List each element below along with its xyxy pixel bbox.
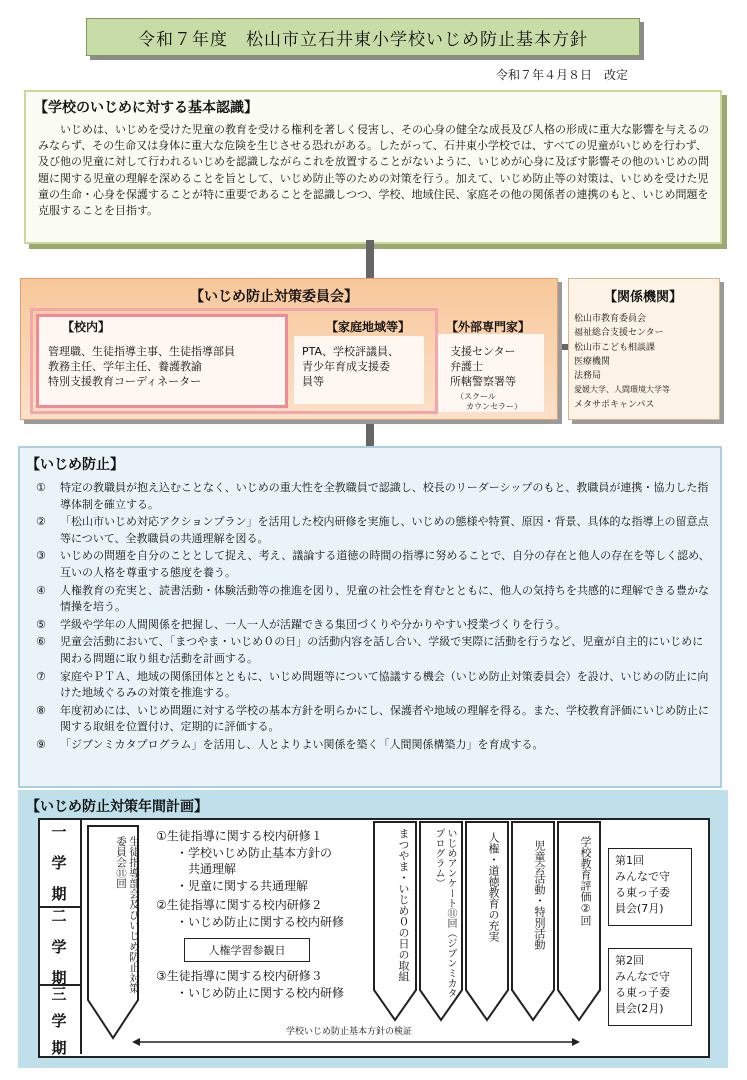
external-experts-heading: 【外部専門家】 — [446, 320, 531, 334]
connector-line — [366, 418, 374, 446]
annual-plan-heading: 【いじめ防止対策年間計画】 — [26, 799, 208, 815]
connector-line — [366, 240, 374, 278]
training-line: ・児童に関する共通理解 — [176, 878, 309, 893]
arrow-label-zero-day: まつやま・いじめ０の日の取組 — [397, 828, 410, 982]
term-char: 期 — [51, 884, 67, 903]
note-line: カウンセラー） — [466, 402, 522, 411]
arrow-label-student-council: 児童会活動・特別活動 — [533, 840, 546, 950]
list-item — [34, 617, 710, 634]
list-item: PTA、学校評議員、 — [302, 345, 400, 358]
term-label-1 — [38, 822, 80, 903]
list-item: 教務主任、学年主任、養護教諭 — [48, 360, 202, 373]
committee-heading: 【いじめ防止対策委員会】 — [190, 289, 358, 305]
list-item — [34, 480, 710, 513]
training-heading: ③生徒指導に関する校内研修３ — [156, 969, 323, 983]
meeting-line: 第2回 — [615, 954, 644, 967]
meeting-line: みんなで守 — [615, 970, 670, 983]
list-item: 特別支援教育コーディネーター — [48, 375, 202, 388]
item-text: 「ジブンミカタプログラム」を活用し、人とよりよい関係を築く「人間関係構築力」を育成する。 — [60, 737, 544, 751]
list-item — [34, 703, 710, 736]
arrow-label-survey: いじめアンケート⑪回（ジブンミカタプログラム） — [433, 828, 456, 998]
list-item — [34, 737, 710, 754]
arrow-label-school-evaluation: 学校教育評価②回 — [579, 836, 592, 926]
term-char: 学 — [51, 937, 67, 956]
item-text: 児童会活動において、「まつやま・いじめ０の日」の活動内容を話し合い、学級で実際に活動を行うなど、児童が自主的にいじめに関わる問題に取り組む活動を計画する。 — [60, 635, 704, 665]
training-heading: ②生徒指導に関する校内研修２ — [156, 898, 323, 912]
page-title-text: 令和７年度 松山市立石井東小学校いじめ防止基本方針 — [138, 29, 588, 50]
meeting-line: る東っ子委 — [615, 886, 670, 899]
item-number: ⑥ — [36, 635, 46, 649]
school-internal-heading: 【校内】 — [62, 320, 111, 334]
item-number: ② — [36, 515, 46, 529]
list-item: 青少年育成支援委 — [302, 360, 390, 373]
training-heading: ①生徒指導に関する校内研修１ — [156, 829, 323, 843]
list-item — [34, 669, 710, 702]
committee-meeting-1 — [608, 848, 692, 926]
item-text: 学級や学年の人間関係を把握し、一人一人が活躍できる集団づくりや分かりやすい授業づくりを行う。 — [60, 617, 566, 631]
visit-day-box — [184, 938, 310, 962]
family-community-list — [302, 344, 399, 389]
term-char: 期 — [51, 968, 67, 987]
list-item: 管理職、生徒指導主事、生徒指導部員 — [48, 345, 235, 358]
list-item: 福祉総合支援センター — [574, 328, 664, 339]
term-char: 三 — [51, 984, 67, 1003]
item-text: いじめの問題を自分のこととして捉え、考え、議論する道徳の時間の指導に努めることで、自分の存在と他人の存在を等しく認め、互いの人格を尊重する態度を養う。 — [60, 549, 710, 579]
term-column — [38, 818, 82, 1057]
related-organizations-heading: 【関係機関】 — [604, 290, 683, 305]
training-line: ・学校いじめ防止基本方針の — [176, 845, 333, 860]
external-experts-list — [450, 344, 516, 389]
item-text: 家庭やＰＴＡ、地域の関係団体とともに、いじめ問題等について協議する機会（いじめ防止対策委員会）を設け、いじめの防止に向けた地域ぐるみの対策を推進する。 — [60, 669, 709, 700]
meeting-line: る東っ子委 — [615, 986, 670, 999]
meeting-line: 第1回 — [615, 854, 644, 867]
term-char: 二 — [51, 906, 67, 925]
item-number: ⑦ — [36, 669, 46, 683]
committee-arrow-label: 生徒指導部会及びいじめ防止対策委員会⑪回 — [115, 836, 140, 994]
arrow-label-human-rights: 人権・道徳教育の充実 — [487, 832, 500, 942]
item-number: ⑤ — [36, 617, 46, 631]
validation-label: 学校いじめ防止基本方針の検証 — [286, 1027, 413, 1037]
note-line: （スクール — [456, 392, 496, 401]
item-number: ⑨ — [36, 737, 46, 751]
item-text: 「松山市いじめ対応アクションプラン」を活用した校内研修を実施し、いじめの態様や特質、原因・背景、具体的な指導上の留意点等について、全教職員の共通理解を図る。 — [60, 515, 709, 545]
training-line: ・いじめ防止に関する校内研修 — [176, 914, 345, 929]
list-item: 松山市教育委員会 — [574, 314, 647, 324]
page-title — [86, 18, 640, 56]
term-char: 学 — [51, 1011, 67, 1030]
family-community-heading: 【家庭地域等】 — [326, 320, 411, 334]
term-char: 学 — [51, 853, 67, 872]
related-organizations-list — [574, 312, 716, 412]
meeting-line: 員会(7月) — [615, 902, 664, 915]
list-item: 所轄警察署等 — [450, 375, 516, 388]
item-number: ④ — [36, 583, 46, 597]
list-item: 愛媛大学、人間環境大学等 — [574, 385, 670, 395]
meeting-line: みんなで守 — [615, 870, 670, 883]
training-2 — [156, 897, 344, 930]
item-text: 年度初めには、いじめ問題に対する学校の基本方針を明らかにし、保護者や地域の理解を得る。また、学校教育評価にいじめ防止に関する取組を位置付け、定期的に評価する。 — [60, 703, 709, 734]
list-item — [34, 634, 710, 667]
list-item: 員等 — [302, 375, 324, 388]
prevention-heading: 【いじめ防止】 — [26, 457, 124, 473]
basic-recognition-heading: 【学校のいじめに対する基本認識】 — [34, 100, 258, 116]
training-line: 共通理解 — [176, 862, 237, 876]
external-experts-note — [452, 392, 522, 412]
visit-day-label: 人権学習参観日 — [208, 944, 286, 957]
basic-recognition-section — [24, 90, 722, 244]
term-label-3 — [38, 984, 80, 1057]
basic-recognition-body: いじめは、いじめを受けた児童の教育を受ける権利を著しく侵害し、その心身の健全な成長及び人格の形成に重大な影響を与えるのみならず、その生命又は身体に重大な危険を生じさせる恐れがある。したがって、石井東小学校では、すべての児童がいじめを行わず、及び他の児童に対して行われるいじめを認識しながらこれを放置することがないように、いじめが心身に及ぼす影響その他のいじめの問題に関する児童の理解を深めることを旨として、いじめ防止等のための対策を行う。加えて、いじめ防止等の対策は、いじめを受けた児童の生命・心身を保護することが特に重要であることを認識しつつ、学校、地域住民、家庭その他の関係者の連携のもと、いじめ問題を克服することを目指す。 — [38, 123, 709, 218]
list-item — [34, 583, 710, 616]
meeting-line: 員会(2月) — [615, 1002, 664, 1015]
list-item: 医療機関 — [574, 356, 611, 367]
list-item: 支援センター — [450, 345, 516, 358]
validation-arrow-head — [132, 1038, 140, 1046]
committee-meeting-2 — [608, 948, 692, 1026]
school-internal-list — [48, 344, 235, 389]
list-item: 松山市こども相談課 — [574, 342, 656, 353]
list-item — [34, 548, 710, 581]
term-label-2 — [38, 906, 80, 987]
training-3 — [156, 968, 344, 1001]
term-char: 一 — [51, 822, 67, 841]
training-1 — [156, 828, 332, 894]
training-line: ・いじめ防止に関する校内研修 — [176, 985, 345, 1000]
item-text: 特定の教職員が抱え込むことなく、いじめの重大性を全教職員で認識し、校長のリーダーシップのもと、教職員が連携・協力した指導体制を確立する。 — [60, 481, 709, 511]
list-item: 弁護士 — [450, 360, 483, 373]
item-number: ⑧ — [36, 703, 46, 717]
item-number: ① — [36, 481, 46, 494]
list-item: 法務局 — [574, 371, 602, 382]
item-text: 人権教育の充実と、読書活動・体験活動等の推進を図り、児童の社会性を育むとともに、他人の気持ちを共感的に理解できる豊かな情操を培う。 — [60, 583, 709, 614]
validation-arrow-head — [572, 1038, 580, 1046]
list-item — [34, 514, 710, 547]
list-item: メタサポキャンパス — [574, 399, 655, 410]
term-char: 期 — [51, 1038, 67, 1057]
revision-date: 令和７年４月８日 改定 — [496, 68, 629, 82]
item-number: ③ — [36, 549, 46, 563]
prevention-list — [34, 480, 710, 755]
